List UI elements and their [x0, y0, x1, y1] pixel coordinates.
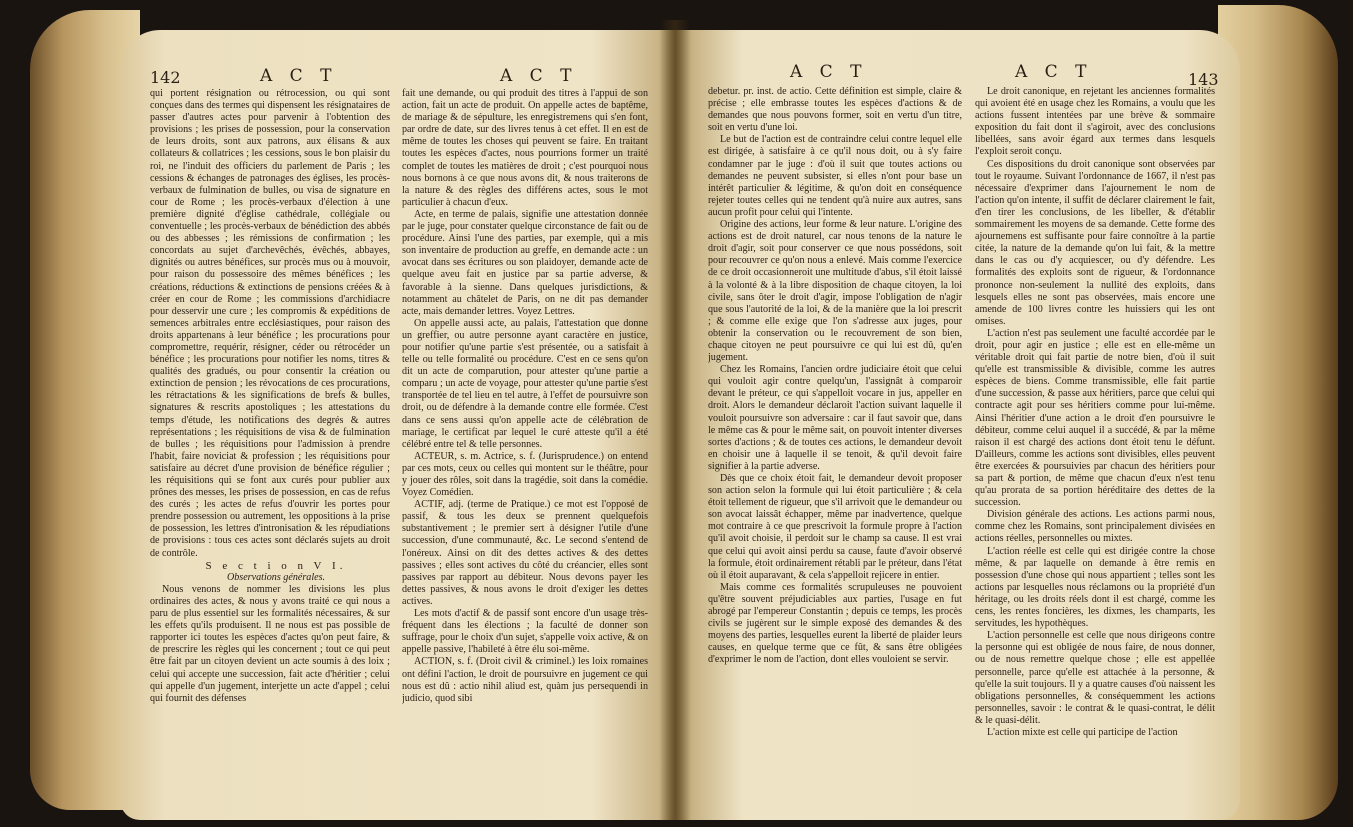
paragraph: debetur. pr. inst. de actio. Cette définition est simple, claire & précise ; elle embrasse toutes les espèces d'actions & de demandes que nous pouvons former, soit en vertu d'un titre, soit en vertu d'une loi. — [708, 86, 962, 134]
paragraph: L'action personnelle est celle que nous dirigeons contre la personne qui est obligée de nous faire, de nous donner, ou de nous remettre quelque chose ; elle est appellée personnelle, parce qu'elle est attachée à la personne, & qu'elle la suit toujours. Il y a quatre causes d'où naissent les obligations personnelles, & conséquemment les actions personnelles, savoir : le contrat & le quasi-contrat, le délit & le quasi-délit. — [975, 630, 1215, 726]
left-running-head-1: A C T — [260, 66, 338, 86]
section-title: S e c t i o n V I. — [205, 559, 347, 572]
paragraph: L'action mixte est celle qui participe de l'action — [987, 726, 1178, 738]
paragraph: L'action n'est pas seulement une faculté accordée par le droit, pour agir en justice ; elle est en elle-même un véritable droit qui fait partie de notre bien, d'où il suit qu'elle est transmissible & divisible, comme les autres espèces de biens. Comme transmissible, elle fait partie d'une succession, & passe aux héritiers, parce que celui qui contracte agit pour ses héritiers comme pour lui-même. Ainsi l'héritier d'une action a le droit d'en poursuivre le débiteur, comme celui auquel il a succédé, & par la même raison il est chargé des actions dont étoit tenu le défunt. D'ailleurs, comme les actions sont divisibles, elles peuvent être exercées & poursuivies par chacun des héritiers pour sa part & portion, de même que chacun d'eux n'est tenu qu'au prorata de sa portion héréditaire des dettes de la succession. — [975, 327, 1215, 509]
paragraph: qui portent résignation ou rétrocession, ou qui sont conçues dans des termes qui dispensent les résignataires de passer d'autres actes pour parvenir à l'obtention des provisions ; les prises de possession, pour la conservation de leurs droits, sont aux patrons, aux élisans & aux collateurs & collatrices ; les cessions, sous le bon plaisir du roi, ne l'induit des officiers du parlement de Paris ; les cessions & échanges de patronages des églises, les procès-verbaux de fulmination de bulles, ou visa de signature en cour de Rome ; les procès-verbaux d'élection à une première dignité d'église cathédrale, collégiale ou conventuelle ; les procès-verbaux de bénédiction des abbés ou des abbesses ; les rémissions de confirmation ; les concordats au sujet d'archevêchés, évêchés, abbayes, dignités ou autres bénéfices, sur procès mus ou à mouvoir, pour raison du possessoire des mêmes bénéfices ; les créations, réductions & extinctions de pensions créées & à créer en cour de Rome ; les commissions d'archidiacre pour desservir une cure ; les compromis & expéditions de semences arbitrales entre ecclésiastiques, pour raison des droits appartenans à leur bénéfice ; les procurations pour compromettre, requérir, résigner, céder ou rétrocéder un bénéfice ; les procurations pour notifier les noms, titres & qualités des gradués, ou pour consentir la création ou extinction de pension ; les révocations de ces procurations, les rétractations & les significations de brefs & bulles, signatures & rescrits apostoliques ; les attestations du temps d'étude, les notifications des degrés & autres représentations ; les réquisitions de visa & de fulmination de bulles ; les réquisitions pour l'admission à prendre l'habit, faire noviciat & profession ; les réquisitions pour satisfaire au décret d'une provision de bénéfice régulier ; les réquisitions qui se font aux curés pour publier aux prônes des messes, les prises de possession, en cas de refus des curés ; les actes de refus d'ouvrir les portes pour prendre possession ou autrement, les oppositions à la prise de possession, les lettres d'intronisation & les répudiations de provisions : tous ces actes sont déclarés sujets au droit de contrôle. — [150, 88, 390, 559]
paragraph: ACTIF, adj. (terme de Pratique.) ce mot est l'opposé de passif, & tous les deux se prennent quelquefois substantivement ; le premier sert à désigner l'utile d'une succession, d'une communauté, &c. Le second s'entend de l'onéreux. Ainsi on dit des dettes actives & des dettes passives ; elles sont actives du côté du créancier, elles sont passives par rapport au débiteur. Nous devons payer les dettes passives, & nous avons le droit d'exiger les dettes actives. — [402, 499, 648, 607]
paragraph: ACTION, s. f. (Droit civil & criminel.) les loix romaines ont défini l'action, le droit de poursuivre en jugement ce qui nous est dû : actio nihil aliud est, quàm jus persequendi in judicio, quod sibi — [402, 656, 648, 704]
left-page-column-2 — [402, 88, 648, 788]
right-page-column-1 — [708, 86, 962, 791]
paragraph: Ces dispositions du droit canonique sont observées par tout le royaume. Suivant l'ordonnance de 1667, il n'est pas nécessaire d'exprimer dans l'ajournement le nom de l'action qu'on intente, il suffit de déclarer clairement le fait, d'en tirer les conclusions, de les libeller, & d'établir sommairement les moyens de sa demande. Cette forme des ajournemens est suffisante pour faire connoître à la partie citée, la nature de la demande qu'on lui fait, & la mettre dans le cas ou d'y acquiescer, ou d'y défendre. Les formalités des exploits sont de rigueur, & l'ordonnance prononce non-seulement la nullité des exploits, dans lesquels elles ne sont pas observées, mais encore une amende de 100 livres contre les huissiers qui les ont omises. — [975, 158, 1215, 327]
section-subtitle: Observations générales. — [226, 571, 326, 583]
right-page-column-2 — [975, 86, 1215, 791]
paragraph: Mais comme ces formalités scrupuleuses ne pouvoient qu'être souvent préjudiciables aux parties, l'usage en fut abrogé par l'empereur Constantin ; depuis ce temps, les procès civils se jugèrent sur le simple exposé des demandes & des moyens des parties, lesquelles eurent la liberté de plaider leurs causes, en quelque terme que ce fût, & sans être obligées d'exprimer le nom de l'action, dont elles vouloient se servir. — [708, 581, 962, 666]
right-running-head-1: A C T — [790, 62, 868, 82]
paragraph: Dès que ce choix étoit fait, le demandeur devoit proposer son action selon la formule qui lui étoit particulière ; & cela étoit tellement de rigueur, que s'il arrivoit que le demandeur ou son avocat laissât échapper, même par inadvertence, quelque mot contraire à ce que prescrivoit la formule propre à l'action qu'il avoit choisie, il perdoit sur le champ sa cause. Il est vrai que celui qui avoit ainsi perdu sa cause, faute d'avoir observé la formule, étoit ordinairement rétabli par le préteur, dans l'état où il étoit auparavant, & cela s'appelloit rejicere in entier. — [708, 473, 962, 581]
left-page-column-1 — [150, 88, 390, 788]
right-page-number: 143 — [1188, 70, 1219, 89]
paragraph: Acte, en terme de palais, signifie une attestation donnée par le juge, pour constater quelque circonstance de fait ou de procédure. Ainsi l'une des parties, par exemple, qui a mis son inventaire de production au greffe, en demande acte : un avocat dans ses écritures ou son plaidoyer, demande acte de quelque aveu fait en justice par sa partie adverse, & favorable à la sienne. Dans quelques jurisdictions, & notamment au châtelet de Paris, on ne dit pas demander acte, mais demander lettres. Voyez Lettres. — [402, 208, 648, 317]
paragraph: L'action réelle est celle qui est dirigée contre la chose même, & par laquelle on demande à être remis en possession d'une chose qui nous appartient ; telles sont les actions par lesquelles nous réclamons ou la propriété d'un héritage, ou les droits réels dont il est chargé, comme les cens, les rentes foncières, les dixmes, les champarts, les servitudes, les hypothèques. — [975, 545, 1215, 630]
paragraph: Le but de l'action est de contraindre celui contre lequel elle est dirigée, à satisfaire à ce qu'il nous doit, ou à s'y faire condamner par le juge : d'où il suit que toutes actions ou demandes ne peuvent subsister, si elles n'ont pour base un intérêt particulier & légitime, & qu'on doit en conséquence rejeter toutes celles qui ne tendent qu'à nuire aux autres, sans aucun profit pour celui qui l'intente. — [708, 134, 962, 218]
left-running-head-2: A C T — [500, 66, 578, 86]
paragraph: fait une demande, ou qui produit des titres à l'appui de son action, fait un acte de produit. On appelle actes de baptême, de mariage & de sépulture, les enregistremens qui s'en font, par ordre de date, sur des livres tenus à cet effet. Il en est de même de toutes les choses qui peuvent se faire. En traitant toutes les espèces d'actes, nous pourrions former un traité complet de toutes les matières de droit ; c'est pourquoi nous nous bornons à ce que nous avons dit, & nous traiterons de la nature & des règles des différens actes, sous le mot particulier à chacun d'eux. — [402, 88, 648, 208]
paragraph: Origine des actions, leur forme & leur nature. L'origine des actions est de droit naturel, car nous tenons de la nature le droit d'agir, soit pour conserver ce que nous possédons, soit pour recouvrer ce qu'on nous a enlevé. Mais comme l'exercice de ce droit occasionneroit une multitude d'abus, s'il étoit laissé à la volonté & à la libre disposition de chaque citoyen, la loi civile, sans ôter le droit d'agir, impose l'obligation de n'agir que sous l'autorité de la loi, & de la manière que la loi prescrit ; & comme elle exige que l'on s'adresse aux juges, pour obtenir la conservation ou le recouvrement de son bien, chaque citoyen ne peut poursuivre ce qui lui est dû, qu'en jugement. — [708, 219, 962, 364]
paragraph: Le droit canonique, en rejetant les anciennes formalités qui avoient été en usage chez les Romains, a voulu que les actions fussent intentées par une brève & sommaire exposition du fait dont il s'agiroit, avec des conclusions libellées, sans avoir égard aux termes dans lesquels l'exploit seroit conçu. — [975, 86, 1215, 158]
left-page-number: 142 — [150, 68, 181, 87]
paragraph: Chez les Romains, l'ancien ordre judiciaire étoit que celui qui vouloit agir contre quelqu'un, l'assignât à comparoir devant le préteur, ce qui s'appelloit vocare in jus, appeller en droit. Alors le demandeur déclaroit l'action suivant laquelle il vouloit poursuivre son adversaire : car il faut savoir que, dans le même cas & pour le même sait, on pouvoit intenter diverses sortes d'actions ; & de toutes ces actions, le demandeur devoit en choisir une à laquelle il se tenoit, & qu'il devoit faire signifier à la partie adverse. — [708, 364, 962, 472]
right-running-head-2: A C T — [1015, 62, 1093, 82]
paragraph: ACTEUR, s. m. Actrice, s. f. (Jurisprudence.) on entend par ces mots, ceux ou celles qui montent sur le théâtre, pour y jouer des rôles, soit dans la tragédie, soit dans la comédie. Voyez Comédien. — [402, 450, 648, 499]
book-gutter — [660, 20, 690, 820]
paragraph: Division générale des actions. Les actions parmi nous, comme chez les Romains, sont principalement divisées en actions réelles, personnelles ou mixtes. — [975, 509, 1215, 545]
paragraph: On appelle aussi acte, au palais, l'attestation que donne un greffier, ou autre personne ayant caractère en justice, pour notifier qu'une partie s'est présentée, ou a satisfait à telle ou telle formalité ou procédure. C'est en ce sens qu'on dit un acte de comparution, pour attester qu'une partie a comparu ; un acte de voyage, pour attester qu'une partie s'est transportée de tel lieu en tel autre, à l'effet de poursuivre son droit, ou de défendre à la demande contre elle formée. C'est dans ce sens aussi qu'on appelle acte de célébration de mariage, le certificat par lequel le curé atteste qu'il a été célébré entre tel & telle personnes. — [402, 317, 648, 450]
paragraph: Nous venons de nommer les divisions les plus ordinaires des actes, & nous y avons traité ce qui nous a paru de plus essentiel sur les formalités nécessaires, & sur les effets qu'ils produisent. Il ne nous est pas possible de rapporter ici toutes les espèces d'actes qu'on peut faire, & de prescrire les règles qui les concernent ; tout ce qui peut être fait par un citoyen devient un acte soumis à des loix ; celui qui accepte une succession, fait acte d'héritier ; celui qui appelle d'un jugement, interjette un acte d'appel ; celui qui fournit des défenses — [150, 583, 390, 704]
paragraph: Les mots d'actif & de passif sont encore d'un usage très-fréquent dans les élections ; la faculté de donner son suffrage, pour le choix d'un sujet, s'appelle voix active, & on appelle passive, l'habileté à être élu soi-même. — [402, 608, 648, 656]
